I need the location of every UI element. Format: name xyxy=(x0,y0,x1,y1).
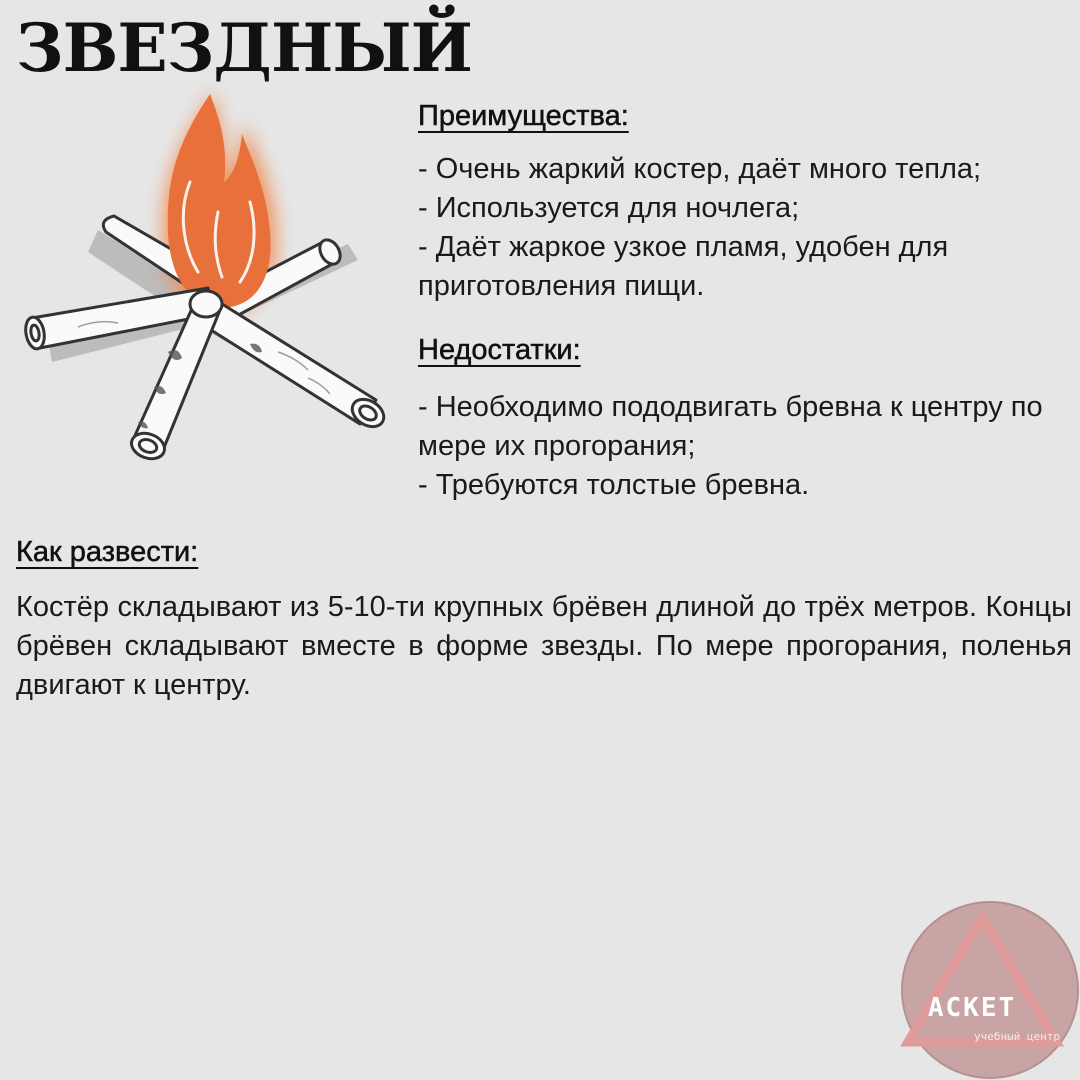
list-item: - Даёт жаркое узкое пламя, удобен для приготовления пищи. xyxy=(418,231,949,302)
logo-subtitle: учебный центр xyxy=(973,1030,1061,1043)
asket-logo-icon xyxy=(900,900,1080,1080)
disadvantages-heading: Недостатки: xyxy=(418,334,581,366)
advantages-list xyxy=(418,150,1068,306)
star-campfire-icon xyxy=(18,82,388,472)
how-to-text: Костёр складывают из 5-10-ти крупных брёвен длиной до трёх метров. Концы брёвен складывают вместе в форме звезды. По мере прогорания, поленья двигают к центру. xyxy=(16,591,1072,701)
disadvantages-list xyxy=(418,388,1068,505)
list-item: - Очень жаркий костер, даёт много тепла; xyxy=(418,153,982,185)
page-title: ЗВЕЗДНЫЙ xyxy=(16,9,472,87)
advantages-heading: Преимущества: xyxy=(418,100,629,132)
logo-name: АСКЕТ xyxy=(927,993,1017,1023)
list-item: - Используется для ночлега; xyxy=(418,192,800,224)
how-to-heading: Как развести: xyxy=(16,536,199,568)
how-to-section xyxy=(16,532,1072,705)
list-item: - Требуются толстые бревна. xyxy=(418,469,810,501)
right-column xyxy=(418,96,1068,505)
list-item: - Необходимо пододвигать бревна к центру по мере их прогорания; xyxy=(418,391,1043,462)
